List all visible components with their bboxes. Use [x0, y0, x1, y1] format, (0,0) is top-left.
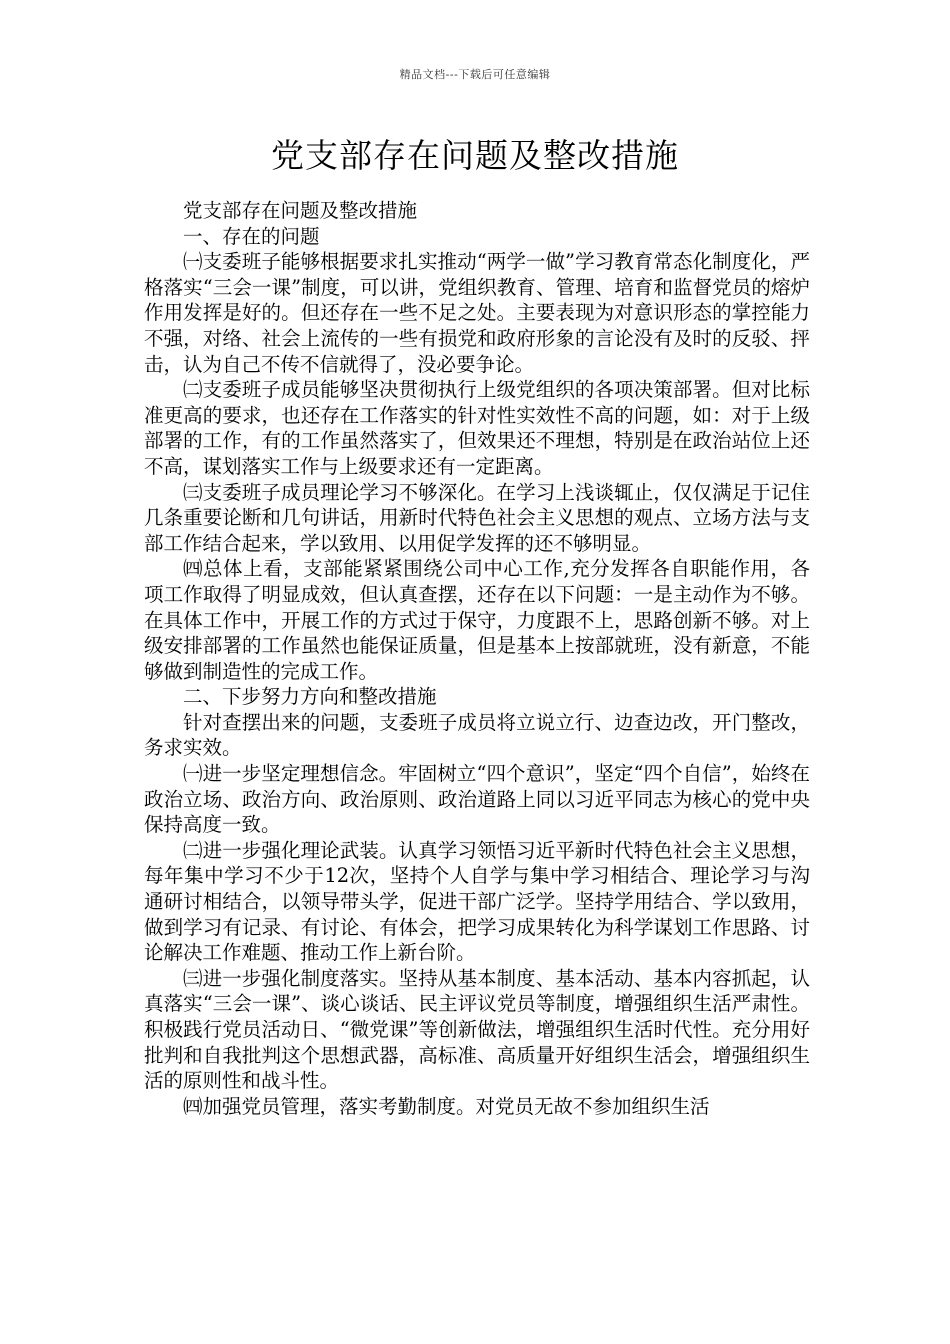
header-note: 精品文档---下载后可任意编辑: [399, 68, 551, 81]
section-heading: 一、存在的问题: [183, 224, 320, 248]
body-paragraph: ㈠进一步坚定理想信念。牢固树立“四个意识”，坚定“四个自信”，始终在政治立场、政治方向、政治原则、政治道路上同以习近平同志为核心的党中央保持高度一致。: [144, 762, 810, 837]
body-paragraph: ㈢支委班子成员理论学习不够深化。在学习上浅谈辄止，仅仅满足于记住几条重要论断和几句讲话，用新时代特色社会主义思想的观点、立场方法与支部工作结合起来，学以致用、以用促学发挥的还不够明显。: [144, 480, 810, 555]
body-paragraph: ㈠支委班子能够根据要求扎实推动“两学一做”学习教育常态化制度化，严格落实“三会一课”制度，可以讲，党组织教育、管理、培育和监督党员的熔炉作用发挥是好的。但还存在一些不足之处。主要表现为对意识形态的掌控能力不强，对络、社会上流传的一些有损党和政府形象的言论没有及时的反驳、抨击，认为自己不传不信就得了，没必要争论。: [144, 250, 810, 376]
body-paragraph: 党支部存在问题及整改措施: [183, 199, 418, 222]
body-paragraph: ㈡支委班子成员能够坚决贯彻执行上级党组织的各项决策部署。但对比标准更高的要求，也还存在工作落实的针对性实效性不高的问题，如：对于上级部署的工作，有的工作虽然落实了，但效果还不理想，特别是在政治站位上还不高，谋划落实工作与上级要求还有一定距离。: [144, 378, 810, 478]
document-body: [144, 198, 810, 1119]
body-paragraph: ㈣加强党员管理，落实考勤制度。对党员无故不参加组织生活: [183, 1094, 710, 1118]
body-paragraph: ㈡进一步强化理论武装。认真学习领悟习近平新时代特色社会主义思想，每年集中学习不少于12次，坚持个人自学与集中学习相结合、理论学习与沟通研讨相结合，以领导带头学，促进干部广泛学。坚持学用结合、学以致用，做到学习有记录、有讨论、有体会，把学习成果转化为科学谋划工作思路、讨论解决工作难题、推动工作上新台阶。: [144, 838, 810, 965]
section-heading: 二、下步努力方向和整改措施: [183, 685, 437, 709]
body-paragraph: ㈣总体上看，支部能紧紧围绕公司中心工作,充分发挥各自职能作用，各项工作取得了明显成效，但认真查摆，还存在以下问题：一是主动作为不够。在具体工作中，开展工作的方式过于保守，力度跟不上，思路创新不够。对上级安排部署的工作虽然也能保证质量，但是基本上按部就班，没有新意，不能够做到制造性的完成工作。: [144, 557, 810, 683]
body-paragraph: 针对查摆出来的问题，支委班子成员将立说立行、边查边改，开门整改，务求实效。: [144, 710, 810, 760]
document-title: 党支部存在问题及整改措施: [271, 136, 679, 175]
body-paragraph: ㈢进一步强化制度落实。坚持从基本制度、基本活动、基本内容抓起，认真落实“三会一课”、谈心谈话、民主评议党员等制度，增强组织生活严肃性。积极践行党员活动日、“微党课”等创新做法，增强组织生活时代性。充分用好批判和自我批判这个思想武器，高标准、高质量开好组织生活会，增强组织生活的原则性和战斗性。: [144, 966, 810, 1093]
